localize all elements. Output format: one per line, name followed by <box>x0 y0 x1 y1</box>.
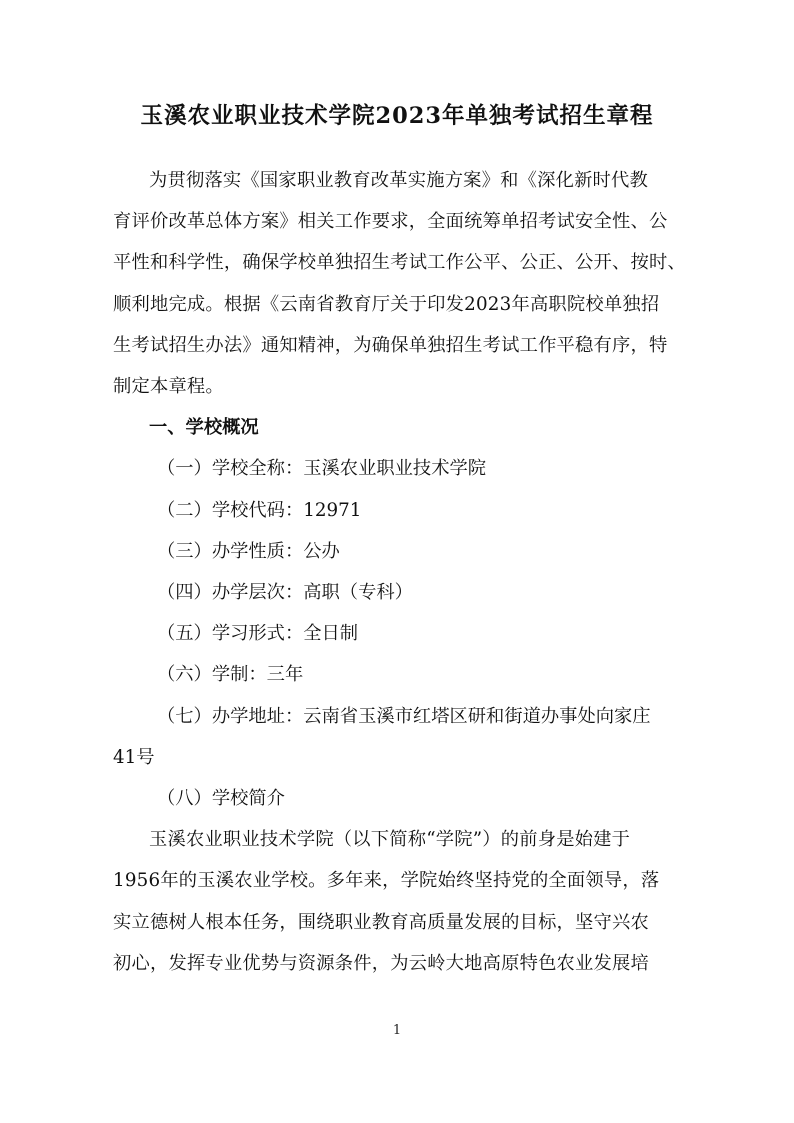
school-address-continuation: 41号 <box>113 746 155 768</box>
school-info-item: （五）学习形式：全日制 <box>157 623 359 645</box>
school-info-item: （四）办学层次：高职（专科） <box>157 582 413 604</box>
school-info-item: （二）学校代码：12971 <box>157 499 362 521</box>
intro-paragraph <box>113 160 686 407</box>
document-body <box>113 160 686 984</box>
profile-line: 1956年的玉溪农业学校。多年来，学院始终坚持党的全面领导，落 <box>113 870 660 892</box>
page-number: 1 <box>392 1023 402 1038</box>
profile-line: 实立德树人根本任务，围绕职业教育高质量发展的目标，坚守兴农 <box>113 911 649 933</box>
school-info-item: （一）学校全称：玉溪农业职业技术学院 <box>157 458 487 480</box>
school-info-item: （七）办学地址：云南省玉溪市红塔区研和街道办事处向家庄 <box>157 705 651 727</box>
section-heading-school-overview: 一、学校概况 <box>149 417 259 439</box>
profile-line: 初心，发挥专业优势与资源条件，为云岭大地高原特色农业发展培 <box>113 952 649 974</box>
document-title: 玉溪农业职业技术学院2023年单独考试招生章程 <box>140 103 654 129</box>
profile-line: 玉溪农业职业技术学院（以下简称“学院”）的前身是始建于 <box>149 829 631 851</box>
intro-line: 平性和科学性，确保学校单独招生考试工作公平、公正、公开、按时、 <box>113 252 686 274</box>
school-info-item: （六）学制：三年 <box>157 664 304 686</box>
intro-line: 育评价改革总体方案》相关工作要求，全面统筹单招考试安全性、公 <box>113 211 668 233</box>
profile-paragraph <box>113 819 683 984</box>
intro-line: 制定本章程。 <box>113 376 224 398</box>
intro-line: 顺利地完成。根据《云南省教育厅关于印发2023年高职院校单独招 <box>113 293 660 315</box>
school-info-item: （三）办学性质：公办 <box>157 540 340 562</box>
intro-line: 生考试招生办法》通知精神，为确保单独招生考试工作平稳有序，特 <box>113 334 668 356</box>
intro-line: 为贯彻落实《国家职业教育改革实施方案》和《深化新时代教 <box>149 170 648 191</box>
school-info-item: （八）学校简介 <box>157 788 285 810</box>
